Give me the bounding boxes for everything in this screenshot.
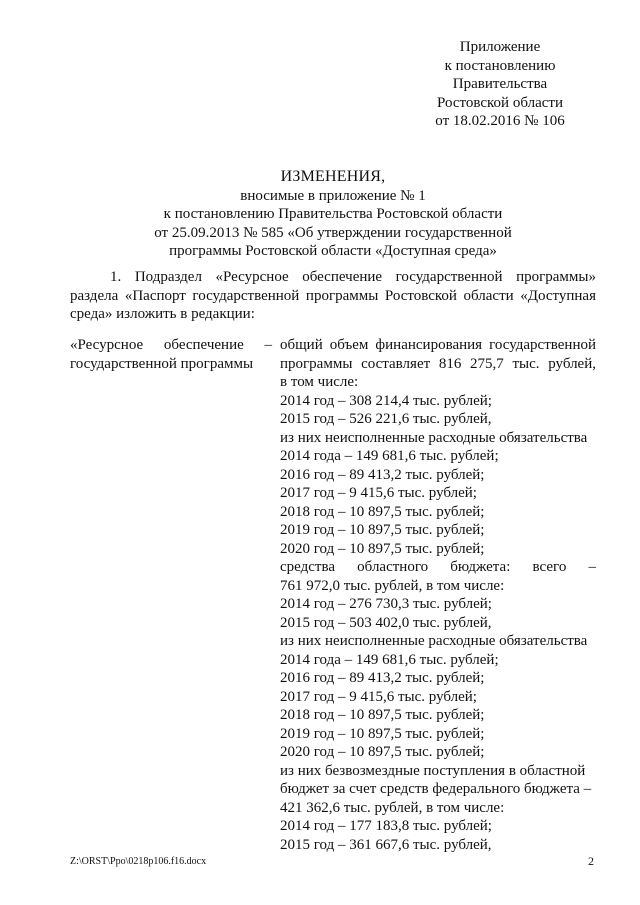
detail-line: 2015 год – 361 667,6 тыс. рублей, xyxy=(280,836,492,853)
detail-line: 2014 года – 149 681,6 тыс. рублей; xyxy=(280,651,499,668)
detail-line: 2014 год – 308 214,4 тыс. рублей; xyxy=(280,392,492,409)
detail-line: общий объем финансирования государственной xyxy=(280,337,596,353)
detail-line: из них неисполненные расходные обязательства xyxy=(280,429,588,446)
detail-line: 2014 года – 149 681,6 тыс. рублей; xyxy=(280,448,499,464)
appendix-line: Приложение xyxy=(459,39,541,55)
page-number: 2 xyxy=(588,854,594,868)
detail-line: 2015 год – 503 402,0 тыс. рублей, xyxy=(280,614,492,631)
detail-line: 2014 год – 276 730,3 тыс. рублей; xyxy=(280,596,492,612)
detail-line: средства областного бюджета: всего – xyxy=(280,559,596,575)
detail-line: 2018 год – 10 897,5 тыс. рублей; xyxy=(280,707,485,723)
resource-label: «Ресурсное обеспечение – государственной программы xyxy=(70,337,272,372)
title-line: программы Ростовской области «Доступная среда» xyxy=(169,243,497,259)
appendix-line: Правительства xyxy=(452,76,548,92)
detail-line: 761 972,0 тыс. рублей, в том числе: xyxy=(280,577,505,594)
detail-line: 2014 год – 177 183,8 тыс. рублей; xyxy=(280,818,492,834)
detail-line: 2017 год – 9 415,6 тыс. рублей; xyxy=(280,688,477,705)
appendix-line: от 18.02.2016 № 106 xyxy=(435,113,565,129)
detail-line: 2015 год – 526 221,6 тыс. рублей, xyxy=(280,411,492,427)
title-heading: ИЗМЕНЕНИЯ, xyxy=(280,168,386,185)
detail-line: в том числе: xyxy=(280,374,359,390)
detail-line: бюджет за счет средств федерального бюджета – xyxy=(280,781,592,797)
appendix-line: к постановлению xyxy=(444,57,556,74)
title-line: вносимые в приложение № 1 xyxy=(240,187,426,204)
resource-details xyxy=(280,336,596,854)
detail-line: из них безвозмездные поступления в областной xyxy=(280,762,586,779)
detail-line: 2018 год – 10 897,5 тыс. рублей; xyxy=(280,503,485,520)
appendix-line: Ростовской области xyxy=(437,94,563,111)
detail-line: 2020 год – 10 897,5 тыс. рублей; xyxy=(280,744,485,760)
detail-line: 2016 год – 89 413,2 тыс. рублей; xyxy=(280,670,485,686)
document-title xyxy=(70,168,596,261)
appendix-header xyxy=(400,38,600,131)
detail-line: 421 362,6 тыс. рублей, в том числе: xyxy=(280,799,505,816)
detail-line: 2019 год – 10 897,5 тыс. рублей; xyxy=(280,725,485,742)
footer-file-path: Z:\ORST\Ppo\0218p106.f16.docx xyxy=(70,856,207,867)
intro-paragraph: 1. Подраздел «Ресурсное обеспечение государственной программы» раздела «Паспорт государственной программы Ростовской области «Доступная среда» изложить в редакции: xyxy=(70,269,596,322)
detail-line: 2019 год – 10 897,5 тыс. рублей; xyxy=(280,522,485,538)
detail-line: 2017 год – 9 415,6 тыс. рублей; xyxy=(280,485,477,501)
title-line: к постановлению Правительства Ростовской области xyxy=(163,206,503,222)
detail-line: программы составляет 816 275,7 тыс. рублей, xyxy=(280,355,596,372)
detail-line: 2020 год – 10 897,5 тыс. рублей; xyxy=(280,540,485,557)
detail-line: 2016 год – 89 413,2 тыс. рублей; xyxy=(280,466,485,483)
title-line: от 25.09.2013 № 585 «Об утверждении государственной xyxy=(154,224,512,241)
detail-line: из них неисполненные расходные обязательства xyxy=(280,633,588,649)
